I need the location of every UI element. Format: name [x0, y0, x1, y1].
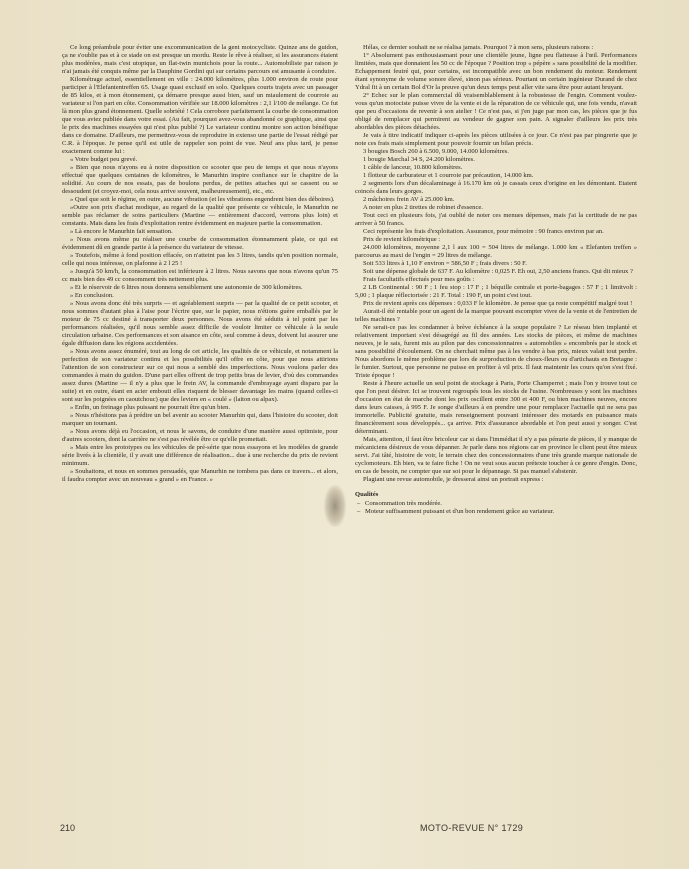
paragraph: »Outre son prix d'achat modique, au regard de la qualité que présente ce véhicule, le Manurhin ne semble pas réclamer de soins particuliers (Martine — entièrement d'accord, verrons plus loin) et constants. Mais dans les frais d'exploitation rentre évidemment en majeure partie la consommation.: [62, 204, 338, 227]
paragraph: « Votre budget peu grevé.: [70, 156, 138, 163]
list-item: – Consommation très modérée.: [355, 500, 637, 508]
paragraph: 24.000 kilomètres, moyenne 2,1 l aux 100 = 504 litres de mélange. 1.000 km « Elefanten treffen » parcourus au maxi de l'engin = 29 litres de mélange.: [355, 244, 637, 259]
paragraph: Soit une dépense globale de 637 F. Au kilomètre : 0,025 F. Eh oui, 2,50 anciens francs. Qui dit mieux ?: [363, 268, 633, 275]
paragraph: Ceci représente les frais d'exploitation. Assurance, pour mémoire : 90 francs environ par an.: [363, 228, 604, 235]
paragraph: » Toutefois, même à fond position effacée, on n'atteint pas les 3 litres, tandis qu'en position normale, celle qui nous intéresse, on plafonne à 2 l 25 !: [62, 252, 338, 267]
paragraph: 2 LB Continental : 90 F ; 1 feu stop : 17 F ; 1 béquille centrale et porte-bagages : 57 F ; 1 limitvolt : 5,00 ; 1 plaque réflectorisée : 21 F. Total : 190 F, un point c'est tout.: [355, 284, 637, 299]
paragraph: 3 bougies Bosch 260 à 6.500, 9.000, 14.000 kilomètres.: [363, 148, 509, 155]
paragraph: Ne serait-ce pas les condamner à brève échéance à la soupe populaire ? Le réseau bien implanté et relativement important s'est désagrégé au fil des années. Les stocks de pièces, et même de machines neuves, je le sais, furent mis au pilon par des concessionnaires « automobiles » encombrés par le stock et sans possibilité d'écoulement. On ne cherchait même pas à les vendre à bas prix, mieux valait tout perdre. Nous abordons le même problème que lors de surproduction de choux-fleurs ou d'artichauts en Bretagne : le fumier. Surtout, que personne ne puisse en profiter à vil prix. Il faut maintenir les cours qu'on s'est fixé. Triste époque !: [355, 324, 637, 379]
paragraph: » Nous avons même pu réaliser une courbe de consommation étonnamment plate, ce qui est évidemment dû en grande partie à la présence du variateur de vitesse.: [62, 236, 338, 251]
paragraph: Reste à l'heure actuelle un seul point de stockage à Paris, Porte Champerret ; mais l'on y trouve tout ce que l'on peut désirer. Ici se trouvent regroupés tous les stocks de l'usine. Nombreuses y sont les machines d'occasion en état de marche dont les prix oscillent entre 300 et 400 F, ou bien machines neuves, encore dans leurs caisses, à 995 F. Je songe d'ailleurs à en prendre une pour remplacer l'actuelle qui ne sera pas immortelle. Publicité gratuite, mais renseignement pouvant intéresser des motards en puissance mais financièrement sous développés... ça arrive. Prix d'assurance abordable et l'on peut aussi y songer. C'est déterminant.: [355, 380, 637, 435]
print-stain: [324, 485, 346, 527]
paragraph: » Bien que nous n'ayons eu à notre disposition ce scooter que peu de temps et que nous n'ayons effectué que quelques centaines de kilomètres, le Manurhin inspire confiance sur le chapitre de la solidité. Au cours de nos essais, pas de boulons perdus, de petites attaches qui se cassent ou se dessoudent (et croyez-moi, cela nous arrive souvent, malheureusement), etc., etc.: [62, 164, 338, 195]
paragraph: » Nous avons donc été très surpris — et agréablement surpris — par la qualité de ce petit scooter, et nous sommes d'autant plus à l'aise pour l'écrire que, sur le papier, nous n'étions guère emballés par le moteur de 75 cc destiné à transporter deux personnes. Nous avons été séduits à tel point par les performances réalisées, qu'il nous semble assez difficile de vouloir limiter ce véhicule à la seule circulation urbaine. Ces performances et son aisance en côte, seul comme à deux, doivent lui assurer une égale diffusion dans les régions accidentées.: [62, 300, 338, 347]
paragraph: Prix de revient kilométrique :: [363, 236, 441, 243]
page-number: 210: [60, 823, 76, 833]
paragraph: Mais, attention, il faut être bricoleur car si dans l'immédiat il n'y a pas pénurie de pièces, il y manque de mécaniciens désireux de vous dépanner. Je parle dans nos régions car en province le client peut être mieux servi. J'ai tâté, histoire de voir, le terrain chez des concessionnaires d'une très grande marque nationale de cyclomoteurs. Eh bien, va te faire fiche ! On ne veut sous aucun prétexte toucher à ce genre d'engin. Donc, en cas de besoin, ne compter que sur soi pour le dépannage. Si pas manuel s'abstenir.: [355, 436, 637, 475]
paragraph: Kilométrage actuel, essentiellement en ville : 24.000 kilomètres, plus 1.000 environ de route pour participer à l'Elefantentreffen 65. Usage quasi exclusif en solo. Quelques courts trajets avec un passager de 85 kilos, et à mon étonnement, ça démarre presque aussi bien, sauf un miaulement de courroie au variateur si l'on part en côte. Consommation vérifiée sur 18.000 kilomètres : 2,1 l/100 de mélange. Ce fut là mon plus grand étonnement. Quelle sobriété ! Cela corrobore parfaitement la courbe de consommation que vous aviez publiée dans votre essai. (Au fait, pourquoi avez-vous abandonné ce graphique, ainsi que le prix des machines essayées qui n'est plus publié ?) Le variateur continu montre son action bénéfique dans ce domaine. D'ailleurs, me permettrez-vous de reproduire in extenso une partie de l'essai rédigé par C.R. à l'époque. Je pense qu'il est utile de rappeler son point de vue. Neuf ans plus tard, je pense exactement comme lui :: [62, 76, 338, 155]
paragraph: 1 câble de lanceur, 10.800 kilomètres.: [363, 164, 463, 171]
paragraph: 2° Echec sur le plan commercial dû vraisemblablement à la robustesse de l'engin. Comment voulez-vous qu'un motociste puisse vivre de la vente et de la réparation de ce véhicule qui, une fois vendu, n'avait que peu d'occasions de revenir à son atelier ! Ce n'est pas, si j'en juge par mon cas, les pièces que je fus obligé de remplacer qui permirent au vendeur de gagner son pain. A signaler d'ailleurs les prix très abordables des pièces détachées.: [355, 92, 637, 131]
paragraph: Plagiant une revue automobile, je dresserai ainsi un portrait express :: [363, 476, 544, 483]
paragraph: Je vais à titre indicatif indiquer ci-après les pièces utilisées à ce jour. Ce n'est pas par pingrerie que je note ces frais mais simplement pour pouvoir fournir un bilan précis.: [355, 132, 637, 147]
paragraph: Aurait-il été rentable pour un agent de la marque pouvant escompter vivre de la vente et de l'entretien de telles machines ?: [355, 308, 637, 323]
paragraph: 1 bougie Marchal 34 S, 24.200 kilomètres.: [363, 156, 475, 163]
paragraph: 1° Absolument pas enthousiasmant pour une clientèle jeune, ligne peu flatteuse à l'œil. Performances limitées, mais que donnaient les 50 cc de l'époque ? Position trop « pépère » sans possibilité de la modifier. Echappement feutré qui, pour certains, est incompatible avec un bon rendement du moteur. Rendement étant synonyme de volume sonore élevé, sinon pas sérieux. Pourtant un certain ingénieur Durand de chez Ydral fit à un certain Bol d'Or la preuve qu'un deux temps peut aller vite sans être pour autant bruyant.: [355, 52, 637, 91]
left-column: [62, 44, 338, 484]
paragraph: » Nous n'hésitons pas à prédire un bel avenir au scooter Manurhin qui, dans l'histoire du scooter, doit marquer un tournant.: [62, 412, 338, 427]
paragraph: » Nous avons déjà eu l'occasion, et nous le savons, de conduire d'une manière aussi optimiste, pour d'autres scooters, dont la carrière ne s'est pas révélée être ce qu'elle promettait.: [62, 428, 338, 443]
paragraph: » Quel que soit le régime, en outre, aucune vibration (et les vibrations engendrent bien des déboires).: [70, 196, 335, 203]
paragraph: 2 segments lors d'un décalaminage à 16.170 km où je cassais ceux d'origine en les démontant. Etaient coincés dans leurs gorges.: [355, 180, 637, 195]
paragraph: » Jusqu'à 50 km/h, la consommation est inférieure à 2 litres. Nous savons que nous n'avons qu'un 75 cc mais bien des 49 cc consomment très nettement plus.: [62, 268, 338, 283]
paragraph: 2 mâchoires frein AV à 25.000 km.: [363, 196, 455, 203]
qualites-list: [355, 500, 637, 516]
paragraph: A noter en plus 2 tirettes de robinet d'essence.: [363, 204, 483, 211]
paragraph: » Et le réservoir de 6 litres nous donnera sensiblement une autonomie de 300 kilomètres.: [70, 284, 303, 291]
paragraph: Ce long préambule pour éviter une excommunication de la gent motocycliste. Quinze ans de guidon, ça ne s'oublie pas et à ce stade on est presque un mordu. Reste le rêve à réaliser, si les assurances étaient plus modérées, mais c'est utopique, un flat-twin munichois pour la route... Automobiliste par raison je n'ai jamais été conquis même par la Dauphine Gordini qui sur certains parcours est amusante à conduire.: [62, 44, 338, 75]
paragraph: Soit 533 litres à 1,10 F environ = 586,50 F ; frais divers : 50 F.: [363, 260, 527, 267]
paragraph: » Souhaitons, et nous en sommes persuadés, que Manurhin ne tombera pas dans ce travers... et alors, il faudra compter avec un nouveau « grand » en France. »: [62, 468, 338, 483]
qualites-heading: Qualités: [355, 491, 379, 498]
paragraph: » Enfin, un freinage plus puissant ne pourrait être qu'un bien.: [70, 404, 231, 411]
paragraph: » Mais entre les prototypes ou les véhicules de pré-série que nous essayons et les modèles de grande série livrés à la clientèle, il y avait une différence de réalisation... due à une recherche du prix de revient minimum.: [62, 444, 338, 467]
list-item: – Moteur suffisamment puissant et d'un bon rendement grâce au variateur.: [355, 508, 637, 516]
paragraph: » En conclusion.: [70, 292, 114, 299]
magazine-issue: MOTO-REVUE N° 1729: [420, 823, 524, 833]
paragraph: 1 flotteur de carburateur et 1 courroie par précaution, 14.000 km.: [363, 172, 534, 179]
paragraph: » Là encore le Manurhin fait sensation.: [70, 228, 173, 235]
paragraph: Tout ceci en plusieurs fois, j'ai oublié de noter ces menues dépenses, mais j'ai la certitude de ne pas arriver à 50 francs.: [355, 212, 637, 227]
paragraph: Prix de revient après ces dépenses : 0,033 F le kilomètre. Je pense que ça reste compétitif malgré tout !: [363, 300, 633, 307]
paragraph: » Nous avons assez énuméré, tout au long de cet article, les qualités de ce véhicule, et notamment la perfection de son variateur continu et les possibilités qu'il offre en côte, pour que nous attirions l'attention de son constructeur sur ce qui nous a semblé des imperfections. Nous voulons parler des commandes à main du guidon. D'une part elles offrent de trop petits bras de levier, d'où des commandes assez dures (Martine — il n'y a plus que le frein AV, la commande d'embrayage ayant disparu par la suite) et en outre, étant en acier embouti elles risquent de blesser davantage les mains (quand celles-ci sont sur les poignées en caoutchouc) que des leviers en « coulé » (laiton ou alpax).: [62, 348, 338, 403]
paragraph: Hélas, ce dernier souhait ne se réalisa jamais. Pourquoi ? à mon sens, plusieurs raisons :: [363, 44, 594, 51]
right-column: [355, 44, 637, 516]
paragraph: Frais facultatifs effectués pour mes goûts :: [363, 276, 475, 283]
